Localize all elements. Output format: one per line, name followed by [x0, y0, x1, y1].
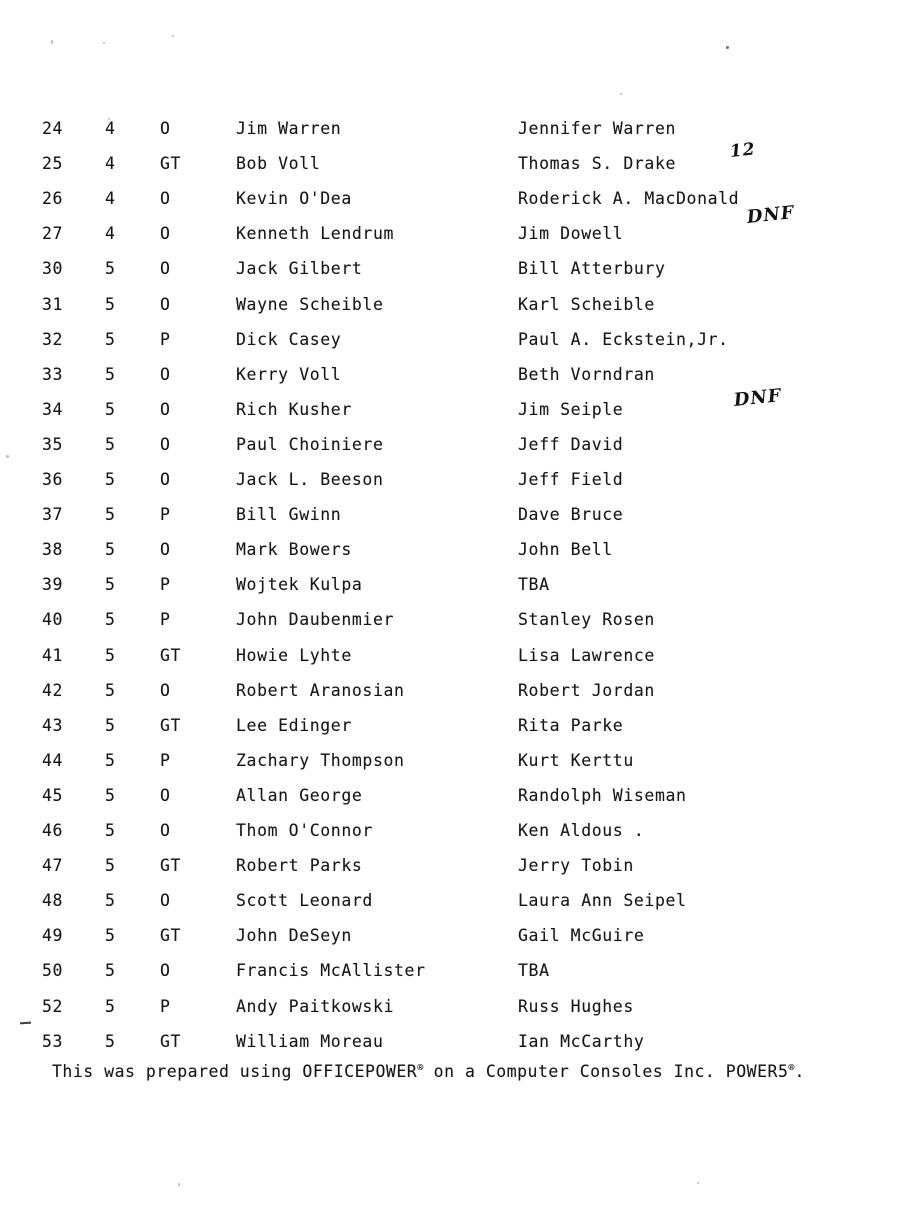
- roster-group: 5: [105, 434, 116, 454]
- roster-navigator-name: Jim Seiple: [518, 399, 624, 419]
- roster-navigator-name: Paul A. Eckstein,Jr.: [518, 329, 729, 349]
- roster-navigator-name: Jeff David: [518, 434, 624, 454]
- roster-class: O: [160, 399, 171, 419]
- roster-entry-number: 39: [42, 575, 64, 595]
- roster-row: [0, 294, 900, 329]
- roster-class: O: [160, 294, 171, 314]
- roster-class: P: [160, 575, 171, 595]
- roster-class: O: [160, 434, 171, 454]
- roster-driver-name: John DeSeyn: [236, 926, 352, 946]
- roster-entry-number: 36: [42, 470, 64, 489]
- roster-class: O: [160, 891, 171, 911]
- roster-driver-name: Bob Voll: [236, 154, 321, 174]
- roster-entry-number: 43: [42, 715, 64, 735]
- roster-driver-name: Kenneth Lendrum: [236, 224, 395, 244]
- roster-entry-number: 33: [42, 364, 64, 384]
- roster-class: O: [160, 119, 171, 138]
- roster-entry-number: 50: [42, 961, 64, 981]
- roster-driver-name: Bill Gwinn: [236, 505, 342, 525]
- roster-class: O: [160, 961, 171, 981]
- registered-trademark-icon: ®: [417, 1062, 424, 1074]
- roster-entry-number: 37: [42, 505, 64, 525]
- scan-speck: [620, 93, 622, 95]
- roster-driver-name: Kerry Voll: [236, 364, 342, 384]
- roster-entry-number: 41: [42, 645, 64, 665]
- roster-entry-number: 46: [42, 821, 64, 840]
- roster-driver-name: Robert Parks: [236, 856, 363, 876]
- roster-row: [0, 960, 900, 995]
- roster-driver-name: Thom O'Connor: [236, 821, 373, 840]
- roster-entry-number: 35: [42, 434, 64, 454]
- roster-row: [0, 258, 900, 293]
- roster-row: [0, 715, 900, 750]
- roster-entry-number: 32: [42, 329, 64, 349]
- roster-group: 5: [105, 750, 116, 770]
- roster-group: 5: [105, 294, 116, 314]
- roster-group: 5: [105, 961, 116, 981]
- roster-entry-number: 52: [42, 996, 64, 1016]
- roster-navigator-name: Gail McGuire: [518, 926, 645, 946]
- roster-row: [0, 434, 900, 469]
- roster-group: 5: [105, 926, 116, 946]
- roster-entry-number: 31: [42, 294, 64, 314]
- roster-group: 5: [105, 259, 116, 279]
- scan-speck: [726, 46, 729, 49]
- roster-row: [0, 645, 900, 680]
- roster-entry-number: 45: [42, 785, 64, 805]
- roster-navigator-name: Stanley Rosen: [518, 610, 655, 630]
- roster-navigator-name: Robert Jordan: [518, 680, 655, 700]
- roster-driver-name: William Moreau: [236, 1031, 384, 1051]
- roster-class: GT: [160, 1031, 182, 1051]
- roster-row: [0, 223, 900, 258]
- roster-navigator-name: Bill Atterbury: [518, 259, 666, 279]
- roster-entry-number: 25: [42, 154, 64, 174]
- roster-driver-name: Wojtek Kulpa: [236, 575, 363, 595]
- handwritten-annotation-dnf-1: DNF: [745, 202, 796, 228]
- roster-driver-name: Jack Gilbert: [236, 259, 363, 279]
- roster-driver-name: Kevin O'Dea: [236, 189, 352, 209]
- roster-entry-number: 34: [42, 399, 64, 419]
- roster-navigator-name: Thomas S. Drake: [518, 154, 677, 174]
- roster-driver-name: Scott Leonard: [236, 891, 373, 911]
- roster-class: P: [160, 610, 171, 630]
- roster-entry-number: 30: [42, 259, 64, 279]
- roster-driver-name: John Daubenmier: [236, 610, 395, 630]
- roster-class: GT: [160, 645, 182, 665]
- registered-trademark-icon: ®: [788, 1062, 795, 1074]
- roster-row: [0, 118, 900, 153]
- roster-navigator-name: Roderick A. MacDonald: [518, 189, 740, 209]
- roster-row: [0, 539, 900, 574]
- roster-entry-number: 42: [42, 680, 64, 700]
- roster-class: P: [160, 750, 171, 770]
- roster-group: 5: [105, 470, 116, 489]
- roster-group: 5: [105, 856, 116, 876]
- roster-group: 5: [105, 715, 116, 735]
- roster-class: GT: [160, 856, 182, 876]
- handwritten-annotation-12: 12: [728, 139, 757, 162]
- roster-navigator-name: Jennifer Warren: [518, 119, 677, 138]
- roster-class: GT: [160, 926, 182, 946]
- roster-group: 5: [105, 364, 116, 384]
- roster-row: [0, 925, 900, 960]
- roster-entry-number: 44: [42, 750, 64, 770]
- roster-class: P: [160, 505, 171, 525]
- roster-group: 5: [105, 399, 116, 419]
- roster-driver-name: Wayne Scheible: [236, 294, 384, 314]
- roster-driver-name: Francis McAllister: [236, 961, 426, 981]
- roster-driver-name: Mark Bowers: [236, 540, 352, 560]
- roster-class: O: [160, 540, 171, 560]
- roster-row: [0, 1031, 900, 1066]
- roster-navigator-name: Rita Parke: [518, 715, 624, 735]
- roster-navigator-name: Beth Vorndran: [518, 364, 655, 384]
- footer-text-part2: on a Computer Consoles Inc. POWER5: [423, 1062, 789, 1081]
- roster-entry-number: 27: [42, 224, 64, 244]
- roster-navigator-name: Laura Ann Seipel: [518, 891, 687, 911]
- footer-text-part3: .: [794, 1062, 805, 1081]
- scan-speck: [697, 1182, 699, 1184]
- roster-navigator-name: Ken Aldous .: [518, 821, 645, 840]
- roster-class: O: [160, 470, 171, 489]
- roster-navigator-name: Karl Scheible: [518, 294, 655, 314]
- roster-driver-name: Robert Aranosian: [236, 680, 405, 700]
- roster-row: [0, 469, 900, 504]
- roster-navigator-name: Jeff Field: [518, 470, 624, 489]
- roster-driver-name: Allan George: [236, 785, 363, 805]
- roster-group: 5: [105, 996, 116, 1016]
- roster-row: [0, 855, 900, 890]
- roster-group: 5: [105, 785, 116, 805]
- roster-navigator-name: TBA: [518, 961, 550, 981]
- roster-entry-number: 49: [42, 926, 64, 946]
- roster-driver-name: Andy Paitkowski: [236, 996, 395, 1016]
- roster-row: [0, 785, 900, 820]
- roster-entry-number: 38: [42, 540, 64, 560]
- roster-class: O: [160, 785, 171, 805]
- roster-driver-name: Jack L. Beeson: [236, 470, 384, 489]
- roster-row: [0, 504, 900, 539]
- roster-navigator-name: Kurt Kerttu: [518, 750, 634, 770]
- footer-credit-line: [52, 1062, 805, 1081]
- roster-driver-name: Paul Choiniere: [236, 434, 384, 454]
- roster-group: 4: [105, 189, 116, 209]
- roster-entry-number: 47: [42, 856, 64, 876]
- roster-row: [0, 329, 900, 364]
- roster-entry-number: 26: [42, 189, 64, 209]
- scan-speck: [178, 1183, 180, 1186]
- roster-group: 5: [105, 540, 116, 560]
- roster-group: 5: [105, 645, 116, 665]
- roster-driver-name: Zachary Thompson: [236, 750, 405, 770]
- roster-row: [0, 820, 900, 855]
- roster-entry-number: 24: [42, 119, 64, 138]
- roster-driver-name: Jim Warren: [236, 119, 342, 138]
- roster-class: GT: [160, 154, 182, 174]
- roster-navigator-name: Russ Hughes: [518, 996, 634, 1016]
- roster-group: 5: [105, 891, 116, 911]
- roster-navigator-name: TBA: [518, 575, 550, 595]
- roster-group: 4: [105, 154, 116, 174]
- handwritten-annotation-dnf-2: DNF: [732, 385, 783, 411]
- scan-speck: [172, 35, 174, 37]
- roster-group: 4: [105, 119, 116, 138]
- roster-navigator-name: Ian McCarthy: [518, 1031, 645, 1051]
- roster-navigator-name: Randolph Wiseman: [518, 785, 687, 805]
- roster-driver-name: Lee Edinger: [236, 715, 352, 735]
- footer-text-part1: This was prepared using OFFICEPOWER: [52, 1062, 418, 1081]
- roster-class: P: [160, 329, 171, 349]
- roster-navigator-name: Jerry Tobin: [518, 856, 634, 876]
- roster-row: [0, 609, 900, 644]
- roster-class: GT: [160, 715, 182, 735]
- roster-class: O: [160, 821, 171, 840]
- roster-driver-name: Howie Lyhte: [236, 645, 352, 665]
- roster-group: 4: [105, 224, 116, 244]
- roster-row: [0, 996, 900, 1031]
- roster-class: O: [160, 189, 171, 209]
- roster-class: P: [160, 996, 171, 1016]
- roster-row: [0, 890, 900, 925]
- roster-class: O: [160, 680, 171, 700]
- roster-row: [0, 680, 900, 715]
- roster-group: 5: [105, 680, 116, 700]
- roster-driver-name: Dick Casey: [236, 329, 342, 349]
- roster-group: 5: [105, 329, 116, 349]
- roster-entry-number: 40: [42, 610, 64, 630]
- roster-entry-number: 48: [42, 891, 64, 911]
- roster-class: O: [160, 364, 171, 384]
- roster-class: O: [160, 259, 171, 279]
- roster-class: O: [160, 224, 171, 244]
- roster-group: 5: [105, 610, 116, 630]
- scan-speck: [103, 42, 105, 44]
- roster-group: 5: [105, 1031, 116, 1051]
- roster-row: [0, 153, 900, 188]
- roster-navigator-name: John Bell: [518, 540, 613, 560]
- scan-speck: [51, 40, 53, 44]
- roster-row: [0, 574, 900, 609]
- roster-group: 5: [105, 505, 116, 525]
- roster-group: 5: [105, 821, 116, 840]
- roster-group: 5: [105, 575, 116, 595]
- roster-driver-name: Rich Kusher: [236, 399, 352, 419]
- roster-row: [0, 750, 900, 785]
- roster-navigator-name: Lisa Lawrence: [518, 645, 655, 665]
- roster-navigator-name: Jim Dowell: [518, 224, 624, 244]
- roster-entry-number: 53: [42, 1031, 64, 1051]
- roster-navigator-name: Dave Bruce: [518, 505, 624, 525]
